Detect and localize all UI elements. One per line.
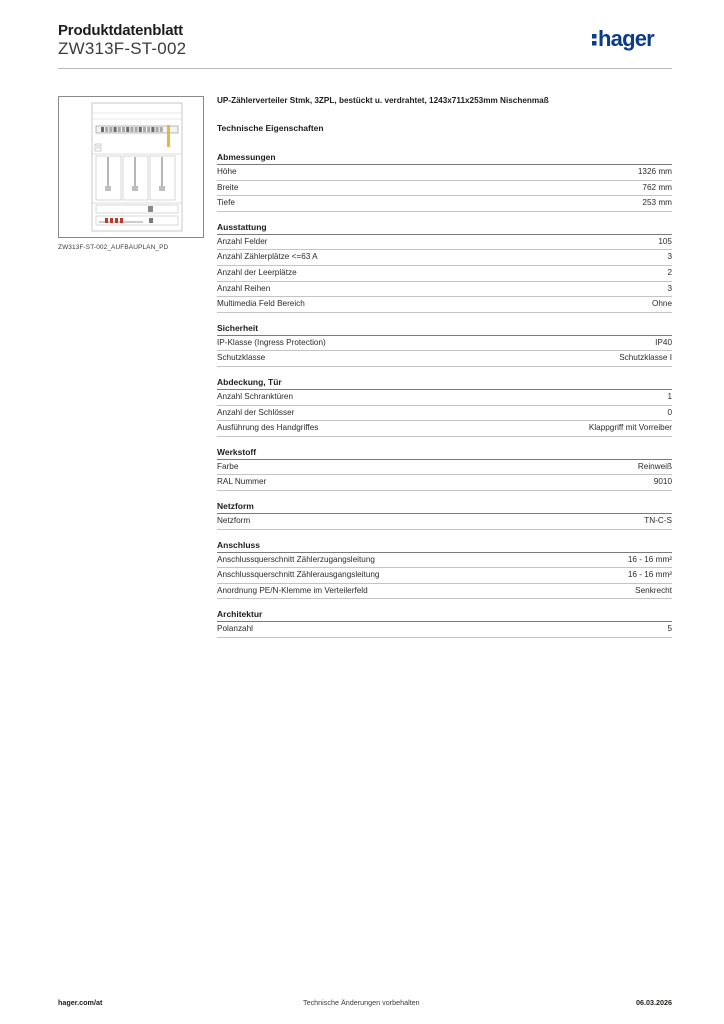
footer-date: 06.03.2026 [636,998,672,1007]
spec-value: 1326 mm [637,167,672,176]
group-title: Sicherheit [217,322,672,336]
group-title: Abdeckung, Tür [217,376,672,390]
spec-content [217,95,672,647]
terminal-block [118,127,121,132]
terminal-block [101,127,104,132]
spec-label: Anschlussquerschnitt Zählerausgangsleitung [217,570,380,580]
spec-value: Ohne [651,299,672,309]
spec-group [217,446,672,491]
terminal-block [130,127,133,132]
spec-label: Farbe [217,461,239,471]
terminal-block [114,127,117,132]
spec-row [217,181,672,197]
spec-label: Multimedia Feld Bereich [217,299,305,309]
spec-value: 253 mm [642,198,672,208]
spec-row [217,297,672,313]
wiring-plan-thumbnail [58,96,204,238]
spec-row [217,390,672,406]
spec-row [217,406,672,422]
terminal-block [122,127,125,132]
spec-label: Anzahl der Leerplätze [217,267,297,277]
group-title: Architektur [217,608,672,622]
spec-label: Tiefe [217,198,235,208]
spec-label: Schutzklasse [217,353,266,363]
spec-label: Höhe [217,167,237,176]
spec-label: Anzahl Reihen [217,283,271,293]
spec-value: 5 [667,624,672,634]
spec-row [217,235,672,251]
spec-row [217,568,672,584]
spec-value: 1 [667,391,672,401]
spec-value: Schutzklasse I [619,353,672,363]
spec-value: 0 [667,407,672,417]
spec-groups [217,151,672,638]
spec-value: Klappgriff mit Vorreiber [588,423,672,433]
spec-row [217,250,672,266]
spec-row [217,266,672,282]
spec-label: Ausführung des Handgriffes [217,423,319,433]
spec-label: Anzahl Felder [217,236,268,246]
spec-value: 762 mm [642,182,672,192]
spec-value: 9010 [653,477,672,487]
spec-row [217,622,672,638]
spec-group [217,539,672,600]
spec-group [217,151,672,212]
spec-label: Anschlussquerschnitt Zählerzugangsleitung [217,554,375,564]
spec-value: 3 [667,252,672,262]
group-title: Anschluss [217,539,672,553]
spec-row [217,514,672,530]
spec-row [217,351,672,367]
spec-value: IP40 [655,337,672,347]
page-header [58,20,672,69]
spec-label: Netzform [217,515,251,525]
logo-wordmark: hager [598,26,654,51]
terminal-block [135,127,138,132]
article-number: ZW313F-ST-002 [58,39,187,58]
spec-group [217,376,672,437]
spec-value: 105 [658,236,672,246]
spec-row [217,196,672,212]
spec-label: Anordnung PE/N-Klemme im Verteilerfeld [217,585,368,595]
spec-row [217,553,672,569]
group-title: Ausstattung [217,221,672,235]
footer-notice: Technische Änderungen vorbehalten [303,998,420,1007]
spec-label: Polanzahl [217,624,253,634]
spec-row [217,165,672,181]
terminal-block [109,127,112,132]
spec-label: Anzahl Zählerplätze <=63 A [217,252,318,262]
terminal-block [105,127,108,132]
spec-row [217,584,672,600]
spec-value: 3 [667,283,672,293]
group-title: Netzform [217,500,672,514]
spec-value: Senkrecht [635,585,672,595]
spec-row [217,336,672,352]
spec-label: IP-Klasse (Ingress Protection) [217,337,326,347]
logo-dot-upper [592,34,597,39]
group-title: Abmessungen [217,151,672,165]
spec-label: Anzahl der Schlösser [217,407,295,417]
spec-label: Breite [217,182,239,192]
terminal-block [160,127,163,132]
spec-value: 16 - 16 mm² [627,554,672,564]
spec-group [217,500,672,530]
terminal-block [147,127,150,132]
document-title: Produktdatenblatt [58,22,183,39]
section-title: Technische Eigenschaften [217,123,324,133]
spec-value: Reinweiß [637,461,672,471]
terminal-block [151,127,154,132]
cabinet-drawing [59,97,203,237]
spec-group [217,608,672,638]
footer-website[interactable]: hager.com/at [58,998,103,1007]
terminal-block [139,127,142,132]
spec-row [217,475,672,491]
group-title: Werkstoff [217,446,672,460]
spec-row [217,421,672,437]
spec-value: 2 [667,267,672,277]
spec-group [217,322,672,367]
figure-caption: ZW313F-ST-002_AUFBAUPLAN_PD [58,244,169,251]
spec-row [217,460,672,476]
spec-label: RAL Nummer [217,477,267,487]
terminal-block [126,127,129,132]
logo-dot-lower [592,41,597,46]
hager-logo [592,26,672,54]
terminal-block [156,127,159,132]
product-description: UP-Zählerverteiler Stmk, 3ZPL, bestückt u. verdrahtet, 1243x711x253mm Nischenmaß [217,96,549,105]
terminal-block [143,127,146,132]
spec-label: Anzahl Schranktüren [217,391,294,401]
spec-value: 16 - 16 mm² [627,570,672,580]
spec-row [217,282,672,298]
spec-value: TN-C-S [644,515,672,525]
spec-group [217,221,672,313]
